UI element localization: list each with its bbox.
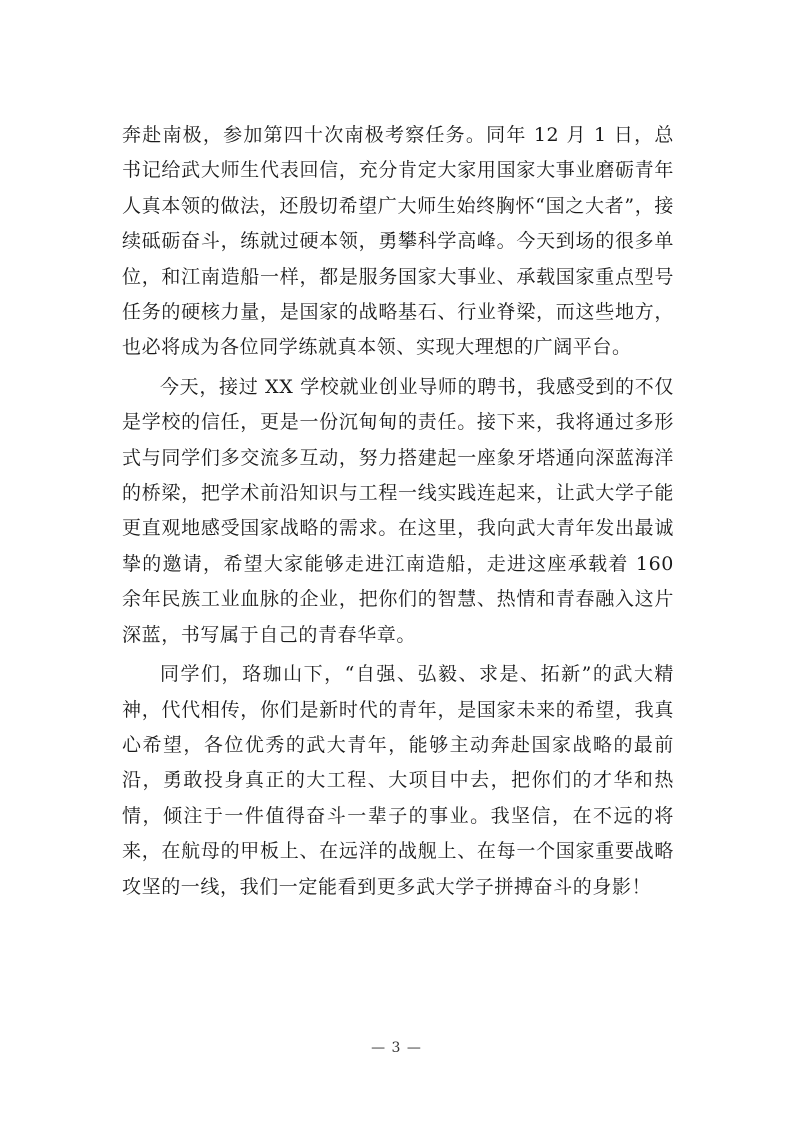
paragraph-closing-appeal: 同学们，珞珈山下，“自强、弘毅、求是、拓新”的武大精神，代代相传，你们是新时代的青年，是国家未来的希望，我真心希望，各位优秀的武大青年，能够主动奔赴国家战略的最前沿，勇敢投身真正的大工程、大项目中去，把你们的才华和热情，倾注于一件值得奋斗一辈子的事业。我坚信，在不远的将来，在航母的甲板上、在远洋的战舰上、在每一个国家重要战略攻坚的一线，我们一定能看到更多武大学子拼搏奋斗的身影！: [122, 663, 674, 898]
document-body: [122, 118, 674, 909]
paragraph-mentor-appointment: 今天，接过 XX 学校就业创业导师的聘书，我感受到的不仅是学校的信任，更是一份沉甸甸的责任。接下来，我将通过多形式与同学们多交流多互动，努力搭建起一座象牙塔通向深蓝海洋的桥梁，把学术前沿知识与工程一线实践连起来，让武大学子能更直观地感受国家战略的需求。在这里，我向武大青年发出最诚挚的邀请，希望大家能够走进江南造船，走进这座承载着 160 余年民族工业血脉的企业，把你们的智慧、热情和青春融入这片深蓝，书写属于自己的青春华章。: [122, 375, 674, 646]
page-number: — 3 —: [371, 1040, 422, 1056]
paragraph-continuation: 奔赴南极，参加第四十次南极考察任务。同年 12 月 1 日，总书记给武大师生代表回信，充分肯定大家用国家大事业磨砺青年人真本领的做法，还殷切希望广大师生始终胸怀“国之大者”，接续砥砺奋斗，练就过硬本领，勇攀科学高峰。今天到场的很多单位，和江南造船一样，都是服务国家大事业、承载国家重点型号任务的硬核力量，是国家的战略基石、行业脊梁，而这些地方，也必将成为各位同学练就真本领、实现大理想的广阔平台。: [122, 124, 674, 359]
